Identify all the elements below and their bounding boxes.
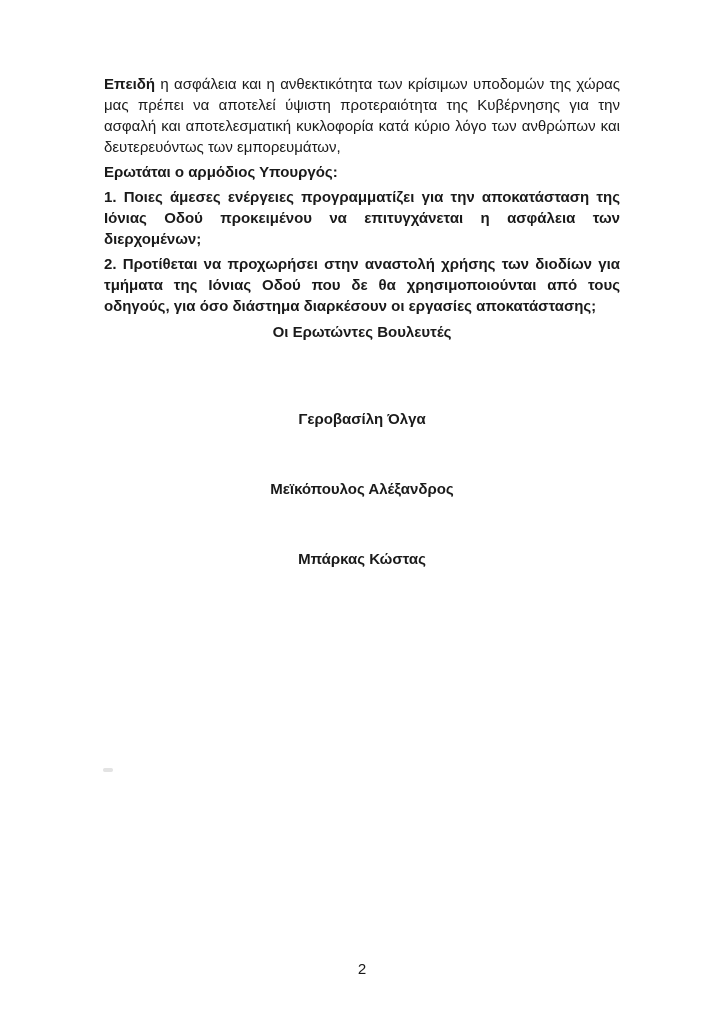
question-1: 1. Ποιες άμεσες ενέργειες προγραμματίζει για την αποκατάσταση της Ιόνιας Οδού προκειμένου να επιτυγχάνεται η ασφάλεια των διερχομένων; bbox=[104, 189, 620, 248]
signatory-name-3: Μπάρκας Κώστας bbox=[298, 551, 426, 568]
page-number: 2 bbox=[357, 961, 367, 978]
document-body bbox=[104, 74, 620, 570]
intro-lead-word: Επειδή bbox=[104, 76, 156, 93]
signatory-name-2: Μεϊκόπουλος Αλέξανδρος bbox=[270, 481, 454, 498]
intro-paragraph-text: η ασφάλεια και η ανθεκτικότητα των κρίσιμων υποδομών της χώρας μας πρέπει να αποτελεί ύψιστη προτεραιότητα της Κυβέρνησης για την ασφαλή και αποτελεσματική κυκλοφορία κατά κύριο λόγο των ανθρώπων και δευτερευόντως των εμπορευμάτων, bbox=[104, 76, 621, 156]
scan-artifact bbox=[103, 768, 113, 772]
signatories-heading: Οι Ερωτώντες Βουλευτές bbox=[272, 324, 452, 341]
question-2: 2. Προτίθεται να προχωρήσει στην αναστολή χρήσης των διοδίων για τμήματα της Ιόνιας Οδού που δε θα χρησιμοποιούνται από τους οδηγούς, για όσο διάστημα διαρκέσουν οι εργασίες αποκατάστασης; bbox=[104, 256, 620, 315]
question-heading: Ερωτάται ο αρμόδιος Υπουργός: bbox=[104, 164, 338, 181]
intro-paragraph bbox=[104, 74, 620, 158]
signatory-name-1: Γεροβασίλη Όλγα bbox=[298, 411, 426, 428]
